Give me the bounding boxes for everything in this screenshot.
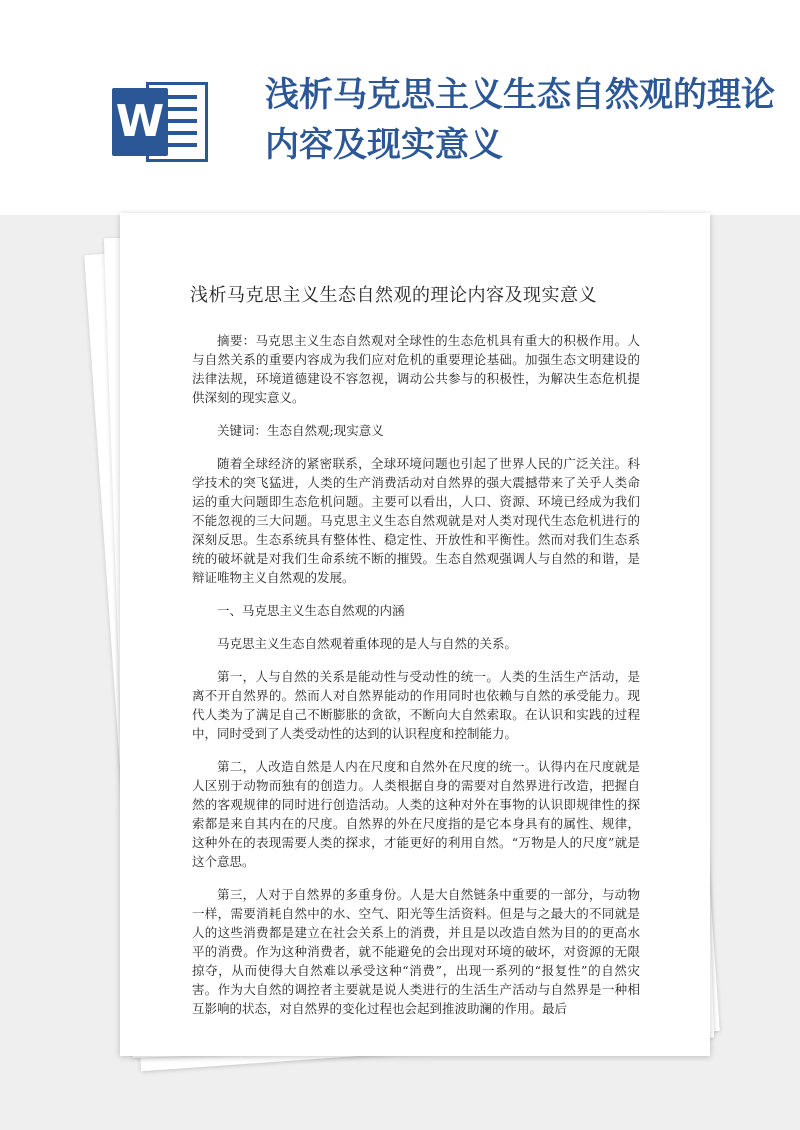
document-page: [120, 213, 710, 1056]
body-paragraph: 第一，人与自然的关系是能动性与受动性的统一。人类的生活生产活动，是离不开自然界的。然而人对自然界能动的作用同时也依赖与自然的承受能力。现代人类为了满足自己不断膨胀的贪欲，不断向大自然索取。在认识和实践的过程中，同时受到了人类受动性的达到的认识程度和控制能力。: [192, 669, 640, 741]
intro-paragraph: 随着全球经济的紧密联系，全球环境问题也引起了世界人民的广泛关注。科学技术的突飞猛进，人类的生产消费活动对自然界的强大震撼带来了关乎人类命运的重大问题即生态危机问题。主要可以看出，人口、资源、环境已经成为我们不能忽视的三大问题。马克思主义生态自然观就是对人类对现代生态危机进行的深刻反思。生态系统具有整体性、稳定性、开放性和平衡性。然而对我们生态系统的破坏就是对我们生命系统不断的摧毁。生态自然观强调人与自然的和谐，是辩证唯物主义自然观的发展。: [192, 456, 640, 585]
abstract-paragraph: 摘要：马克思主义生态自然观对全球性的生态危机具有重大的积极作用。人与自然关系的重要内容成为我们应对危机的重要理论基础。加强生态文明建设的法律法规，环境道德建设不容忽视，调动公共参与的积极性，为解决生态危机提供深刻的现实意义。: [192, 333, 640, 405]
body-paragraph: 马克思主义生态自然观着重体现的是人与自然的关系。: [217, 636, 518, 651]
body-paragraph: 第三，人对于自然界的多重身份。人是大自然链条中重要的一部分，与动物一样，需要消耗自然中的水、空气、阳光等生活资料。但是与之最大的不同就是人的这些消费都是建立在社会关系上的消费，并且是以改造自然为目的的更高水平的消费。作为这种消费者，就不能避免的会出现对环境的破坏，对资源的无限掠夺，从而使得大自然难以承受这种“消费”，出现一系列的“报复性”的自然灾害。作为大自然的调控者主要就是说人类进行的生活生产活动与自然界是一种相互影响的状态，对自然界的变化过程也会起到推波助澜的作用。最后: [192, 887, 640, 1016]
keywords-paragraph: 关键词：生态自然观;现实意义: [217, 423, 384, 438]
document-body: [192, 331, 640, 1032]
section-heading: 一、马克思主义生态自然观的内涵: [217, 603, 405, 618]
header: [0, 0, 800, 215]
header-title: 浅析马克思主义生态自然观的理论内容及现实意义: [265, 75, 775, 165]
word-document-icon: [112, 72, 212, 172]
document-title: 浅析马克思主义生态自然观的理论内容及现实意义: [190, 285, 597, 306]
body-paragraph: 第二，人改造自然是人内在尺度和自然外在尺度的统一。认得内在尺度就是人区别于动物而独有的创造力。人类根据自身的需要对自然界进行改造，把握自然的客观规律的同时进行创造活动。人类的这种对外在事物的认识即规律性的探索都是来自其内在的尺度。自然界的外在尺度指的是它本身具有的属性、规律，这种外在的表现需要人类的探求，才能更好的利用自然。“万物是人的尺度”就是这个意思。: [192, 759, 640, 869]
word-badge: W: [112, 88, 168, 156]
